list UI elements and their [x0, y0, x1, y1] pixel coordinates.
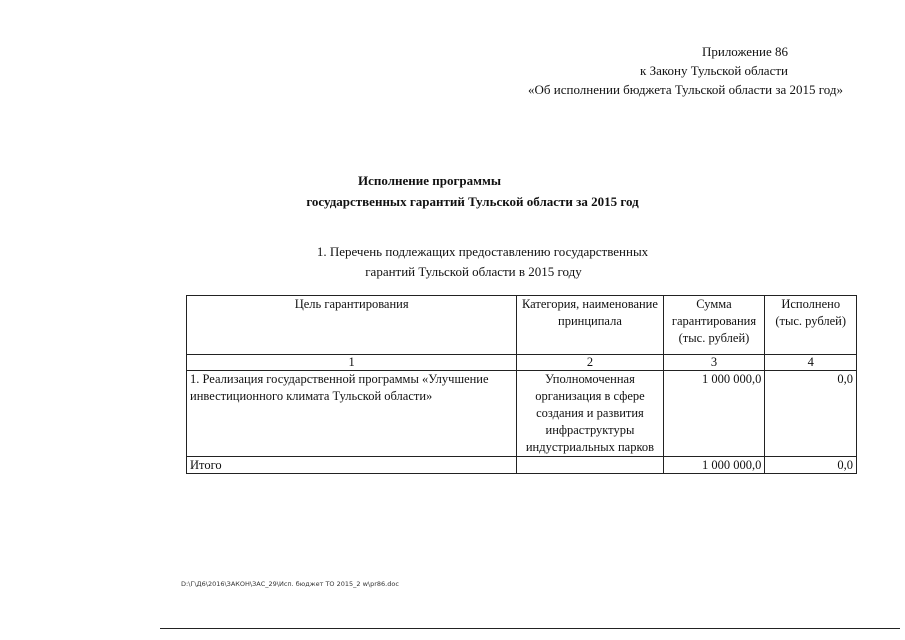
total-executed: 0,0	[765, 457, 857, 474]
total-principal	[517, 457, 663, 474]
section-line-2: гарантий Тульской области в 2015 году	[365, 264, 582, 279]
header-goal: Цель гарантирования	[187, 296, 517, 355]
section-heading	[0, 242, 905, 282]
column-number-3: 3	[663, 355, 765, 371]
column-number-row	[187, 355, 857, 371]
header-amount: Сумма гарантирования (тыс. рублей)	[663, 296, 765, 355]
page-bottom-rule	[160, 628, 900, 629]
total-amount: 1 000 000,0	[663, 457, 765, 474]
section-line-1: 1. Перечень подлежащих предоставлению государственных	[316, 244, 649, 259]
row-amount: 1 000 000,0	[663, 371, 765, 457]
header-executed: Исполнено (тыс. рублей)	[765, 296, 857, 355]
appendix-law-title: «Об исполнении бюджета Тульской области за 2015 год»	[528, 82, 843, 97]
row-executed: 0,0	[765, 371, 857, 457]
title-line-1: Исполнение программы	[358, 173, 501, 188]
document-title	[0, 170, 905, 212]
column-number-1: 1	[187, 355, 517, 371]
file-path: D:\Г\Д6\2016\ЗАКОН\ЗАС_29\Исп. бюджет ТО 2015_2 w\pr86.doc	[181, 580, 399, 588]
total-label: Итого	[187, 457, 517, 474]
appendix-header	[528, 42, 843, 99]
guarantees-table	[186, 295, 857, 474]
total-row	[187, 457, 857, 474]
appendix-number: Приложение 86	[701, 44, 788, 59]
appendix-law-ref: к Закону Тульской области	[640, 63, 788, 78]
column-number-4: 4	[765, 355, 857, 371]
title-line-2: государственных гарантий Тульской области за 2015 год	[306, 194, 639, 209]
table-header-row	[187, 296, 857, 355]
header-principal: Категория, наименование принципала	[517, 296, 663, 355]
column-number-2: 2	[517, 355, 663, 371]
table-row	[187, 371, 857, 457]
row-principal: Уполномоченная организация в сфере создания и развития инфраструктуры индустриальных парков	[517, 371, 663, 457]
row-goal: 1. Реализация государственной программы «Улучшение инвестиционного климата Тульской области»	[187, 371, 517, 457]
